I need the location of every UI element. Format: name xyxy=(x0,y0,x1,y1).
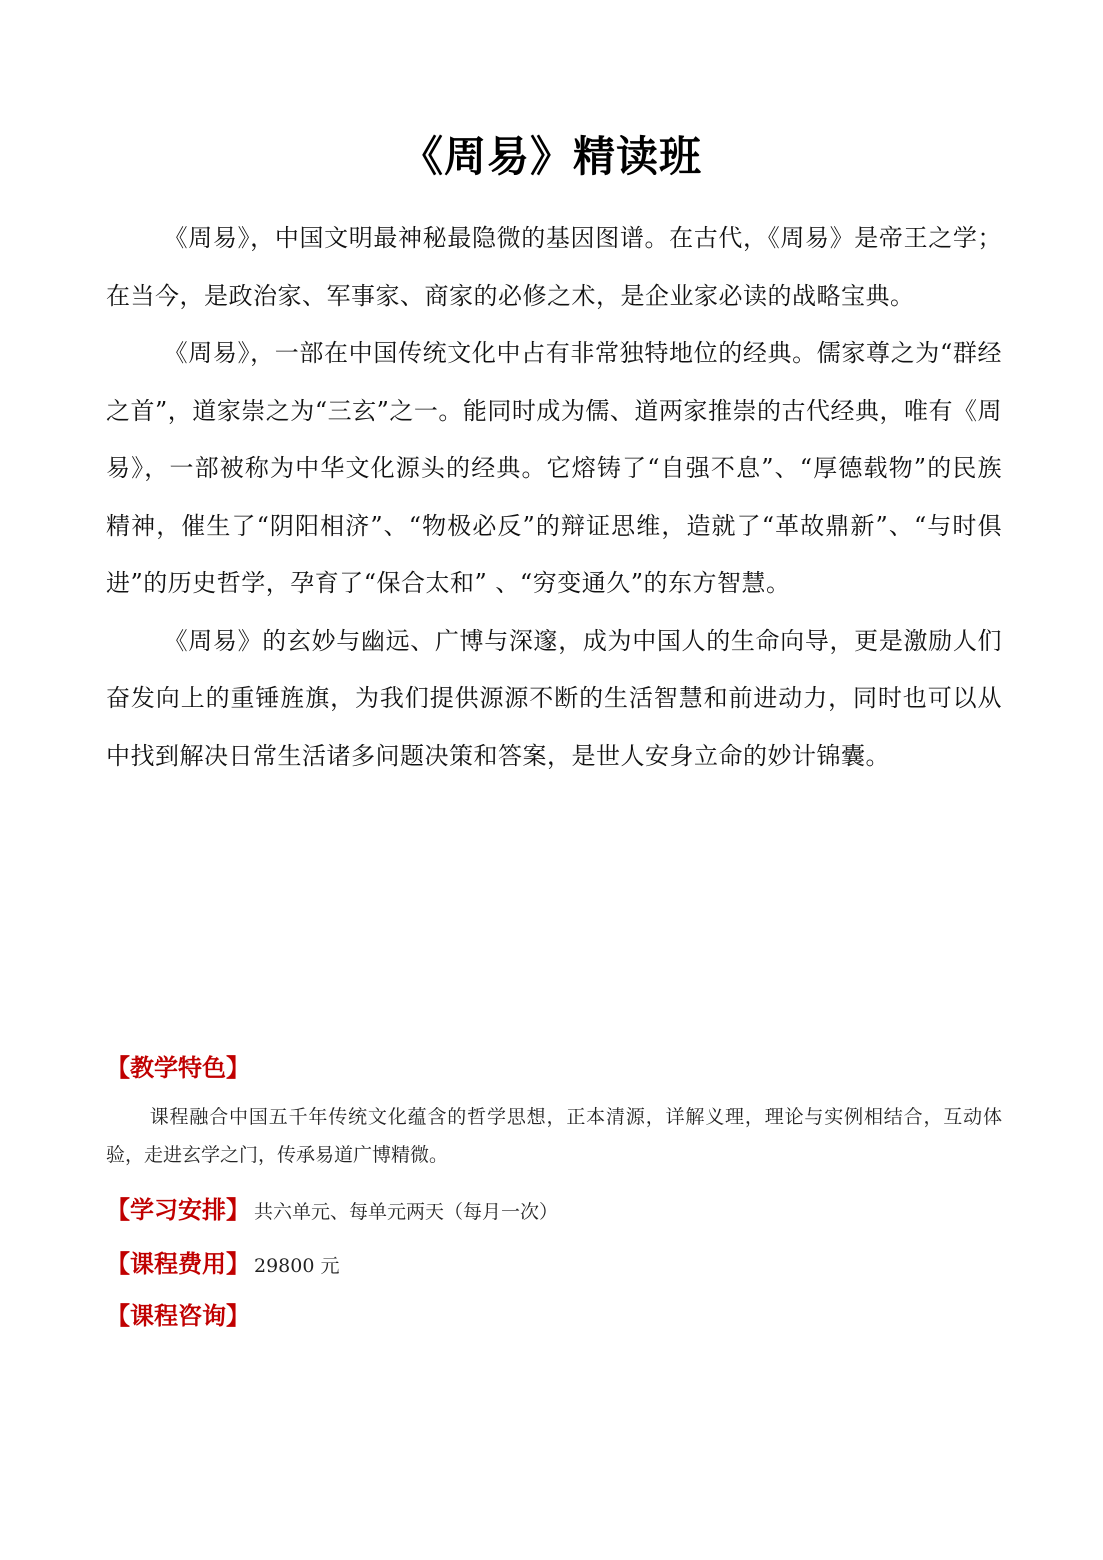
schedule-label: 【学习安排】 xyxy=(106,1196,250,1224)
intro-paragraph-2: 《周易》，一部在中国传统文化中占有非常独特地位的经典。儒家尊之为“群经之首”，道家崇之为“三玄”之一。能同时成为儒、道两家推崇的古代经典，唯有《周易》，一部被称为中华文化源头的经典。它熔铸了“自强不息”、“厚德载物”的民族精神，催生了“阴阳相济”、“物极必反”的辩证思维，造就了“革故鼎新”、“与时俱进”的历史哲学，孕育了“保合太和” 、“穷变通久”的东方智慧。 xyxy=(106,339,1002,597)
fee-label: 【课程费用】 xyxy=(106,1250,250,1278)
intro-paragraph-1: 《周易》，中国文明最神秘最隐微的基因图谱。在古代，《周易》是帝王之学；在当今，是政治家、军事家、商家的必修之术，是企业家必读的战略宝典。 xyxy=(106,224,1002,310)
course-info-section xyxy=(106,1046,1002,1340)
fee-value: 29800 元 xyxy=(254,1255,340,1277)
features-heading xyxy=(106,1046,1002,1090)
page-title: 《周易》精读班 xyxy=(400,132,702,181)
features-label: 【教学特色】 xyxy=(106,1054,250,1082)
intro-paragraph-3: 《周易》的玄妙与幽远、广博与深邃，成为中国人的生命向导，更是激励人们奋发向上的重锤旌旗，为我们提供源源不断的生活智慧和前进动力，同时也可以从中找到解决日常生活诸多问题决策和答案，是世人安身立命的妙计锦囊。 xyxy=(106,626,1002,770)
features-text: 课程融合中国五千年传统文化蕴含的哲学思想，正本清源，详解义理，理论与实例相结合，互动体验，走进玄学之门，传承易道广博精微。 xyxy=(106,1106,1002,1166)
consult-row xyxy=(106,1292,1002,1340)
consult-label: 【课程咨询】 xyxy=(106,1302,250,1330)
schedule-row xyxy=(106,1186,1002,1234)
schedule-value: 共六单元、每单元两天（每月一次） xyxy=(254,1201,559,1223)
intro-section xyxy=(106,210,1002,785)
fee-row xyxy=(106,1240,1002,1288)
